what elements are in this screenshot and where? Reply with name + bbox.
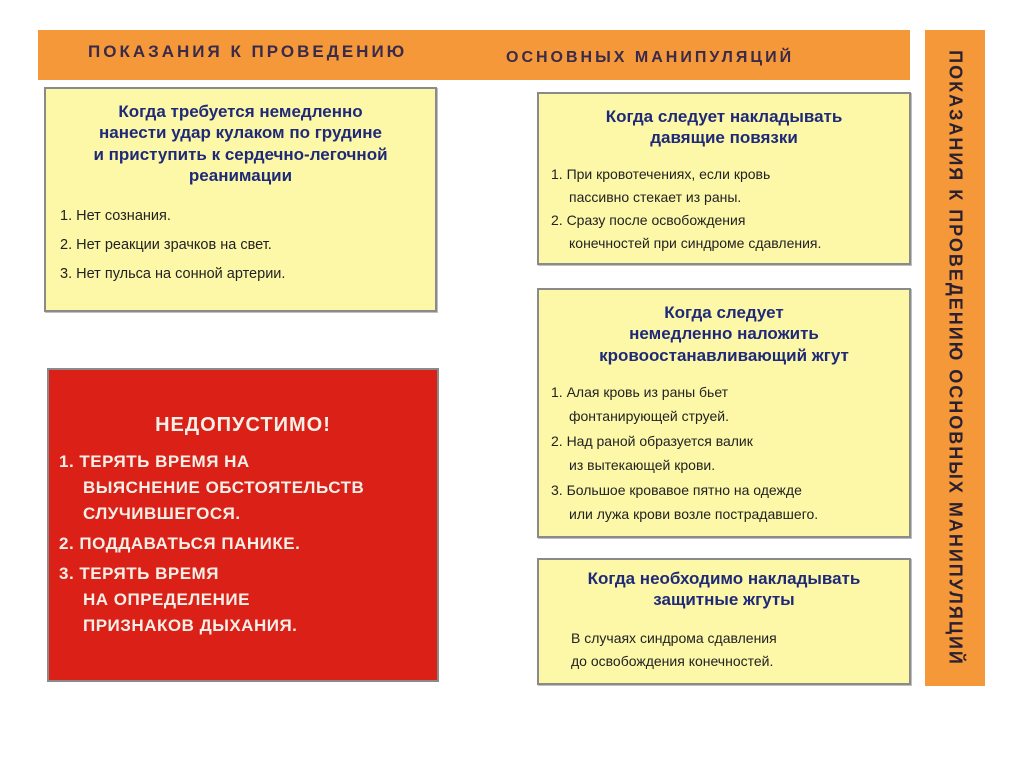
cpr-indications-card <box>44 87 437 312</box>
list-item: 2. Над раной образуется валик из вытекающей крови. <box>551 432 753 474</box>
list-item: 2. Нет реакции зрачков на свет. <box>60 237 272 253</box>
list-item: 3. Нет пульса на сонной артерии. <box>60 266 286 282</box>
protective-card-heading: Когда необходимо накладывать защитные жгуты <box>587 569 861 610</box>
banner-title-part2: ОСНОВНЫХ МАНИПУЛЯЦИЙ <box>506 49 795 66</box>
list-item: 3. Большое кровавое пятно на одежде или лужа крови возле пострадавшего. <box>551 481 819 523</box>
side-title-banner <box>925 30 985 686</box>
tourniquet-indications-list <box>539 380 909 527</box>
tourniquet-card <box>537 288 911 538</box>
protective-card-text: В случаях синдрома сдавления до освобождения конечностей. <box>571 629 777 669</box>
forbidden-actions-card <box>47 368 439 682</box>
list-item: 1. Нет сознания. <box>60 208 171 224</box>
bandage-indications-list <box>539 163 909 255</box>
list-item: 1. При кровотечениях, если кровь пассивно стекает из раны. <box>551 165 771 205</box>
tourniquet-card-heading: Когда следует немедленно наложить кровоостанавливающий жгут <box>599 303 849 365</box>
list-item: 3. ТЕРЯТЬ ВРЕМЯ НА ОПРЕДЕЛЕНИЕ ПРИЗНАКОВ ДЫХАНИЯ. <box>59 564 298 635</box>
cpr-indications-list <box>46 208 435 282</box>
forbidden-card-heading: НЕДОПУСТИМО! <box>155 414 331 436</box>
forbidden-actions-list <box>49 449 437 639</box>
list-item: 2. ПОДДАВАТЬСЯ ПАНИКЕ. <box>59 534 301 553</box>
side-banner-title: ПОКАЗАНИЯ К ПРОВЕДЕНИЮ ОСНОВНЫХ МАНИПУЛЯЦИЙ <box>945 50 966 666</box>
list-item: 2. Сразу после освобождения конечностей при синдроме сдавления. <box>551 211 822 251</box>
protective-tourniquet-card <box>537 558 911 685</box>
banner-title-part1: ПОКАЗАНИЯ К ПРОВЕДЕНИЮ <box>88 42 408 61</box>
list-item: 1. ТЕРЯТЬ ВРЕМЯ НА ВЫЯСНЕНИЕ ОБСТОЯТЕЛЬСТВ СЛУЧИВШЕГОСЯ. <box>59 452 365 523</box>
cpr-card-heading: Когда требуется немедленно нанести удар кулаком по грудине и приступить к сердечно-легочной реанимации <box>93 102 388 185</box>
top-title-banner <box>38 30 910 80</box>
pressure-bandage-card <box>537 92 911 265</box>
list-item: 1. Алая кровь из раны бьет фонтанирующей струей. <box>551 383 729 425</box>
bandage-card-heading: Когда следует накладывать давящие повязки <box>605 107 843 148</box>
